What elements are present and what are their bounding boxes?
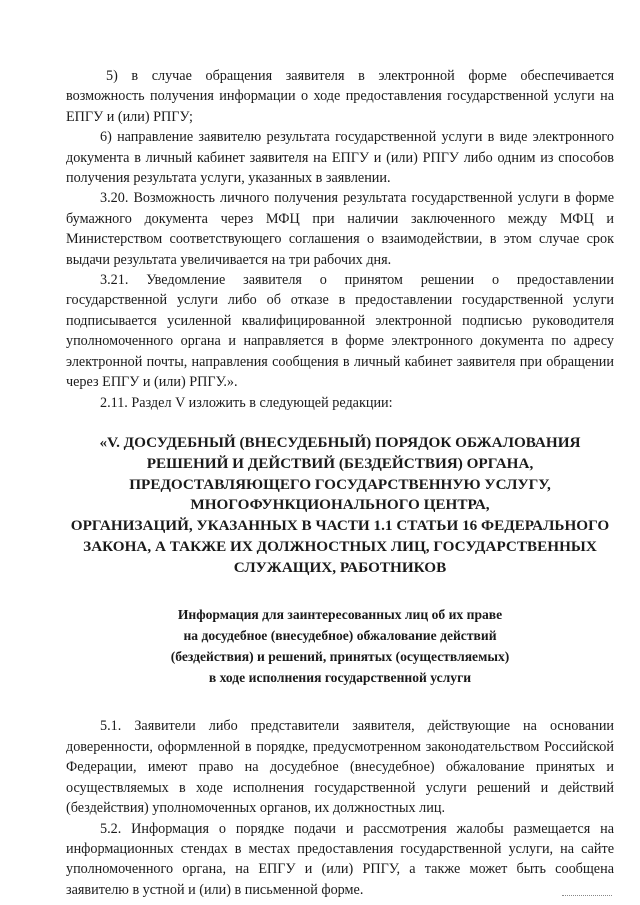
paragraph-5-1: 5.1. Заявители либо представители заявителя, действующие на основании доверенности, оформленной в порядке, предусмотренном законодательством Российской Федерации, имеют право на досудебное (внесудебное) обжалование принятых и осуществляемых в ходе исполнения государственной услуги решений и действий (бездействия) уполномоченных органов, их должностных лиц. xyxy=(66,718,614,817)
section-heading-line: МНОГОФУНКЦИОНАЛЬНОГО ЦЕНТРА, xyxy=(190,496,490,514)
subheading-line: (бездействия) и решений, принятых (осуществляемых) xyxy=(170,649,510,665)
paragraph-item-5: 5) в случае обращения заявителя в электронной форме обеспечивается возможность получения информации о ходе предоставления государственной услуги на ЕПГУ и (или) РПГУ; xyxy=(66,68,614,125)
subheading-line: на досудебное (внесудебное) обжалование действий xyxy=(183,628,497,644)
footer-dotted-mark xyxy=(562,895,612,896)
document-body xyxy=(66,66,614,900)
paragraph-5-2: 5.2. Информация о порядке подачи и рассмотрения жалобы размещается на информационных стендах в местах предоставления государственной услуги, на сайте уполномоченного органа, на ЕПГУ и (или) РПГУ, а также может быть сообщена заявителю в устной и (или) в письменной форме. xyxy=(66,820,614,898)
subheading-line: в ходе исполнения государственной услуги xyxy=(208,670,472,686)
section-heading-line: СЛУЖАЩИХ, РАБОТНИКОВ xyxy=(233,558,447,576)
section-heading-line: ОРГАНИЗАЦИЙ, УКАЗАННЫХ В ЧАСТИ 1.1 СТАТЬИ 16 ФЕДЕРАЛЬНОГО xyxy=(70,517,610,535)
subheading-line: Информация для заинтересованных лиц об их праве xyxy=(177,607,503,623)
paragraph-item-6: 6) направление заявителю результата государственной услуги в виде электронного документа в личный кабинет заявителя на ЕПГУ и (или) РПГУ либо одним из способов получения результата услуги, указанных в заявлении. xyxy=(66,129,614,187)
paragraph-2-11: 2.11. Раздел V изложить в следующей редакции: xyxy=(100,394,393,411)
section-heading-line: ПРЕДОСТАВЛЯЮЩЕГО ГОСУДАРСТВЕННУЮ УСЛУГУ, xyxy=(129,475,551,493)
paragraph-3-21: 3.21. Уведомление заявителя о принятом решении о предоставлении государственной услуги либо об отказе в предоставлении государственной услуги подписывается усиленной квалифицированной электронной подписью руководителя уполномоченного органа и направляется в форме электронного документа по адресу электронной почты, направления сообщения в личный кабинет заявителя при обращении через ЕПГУ и (или) РПГУ.». xyxy=(66,272,614,391)
section-heading-line: ЗАКОНА, А ТАКЖЕ ИХ ДОЛЖНОСТНЫХ ЛИЦ, ГОСУДАРСТВЕННЫХ xyxy=(83,537,597,555)
section-v-body xyxy=(66,716,614,900)
section-v-heading xyxy=(66,433,614,579)
paragraph-3-20: 3.20. Возможность личного получения результата государственной услуги в форме бумажного документа через МФЦ при наличии заключенного между МФЦ и Министерством соответствующего соглашения о взаимодействии, в этом случае срок выдачи результата увеличивается на три рабочих дня. xyxy=(66,190,614,268)
info-subheading xyxy=(66,604,614,688)
section-heading-line: «V. ДОСУДЕБНЫЙ (ВНЕСУДЕБНЫЙ) ПОРЯДОК ОБЖАЛОВАНИЯ xyxy=(99,433,581,451)
section-heading-line: РЕШЕНИЙ И ДЕЙСТВИЙ (БЕЗДЕЙСТВИЯ) ОРГАНА, xyxy=(146,454,534,472)
